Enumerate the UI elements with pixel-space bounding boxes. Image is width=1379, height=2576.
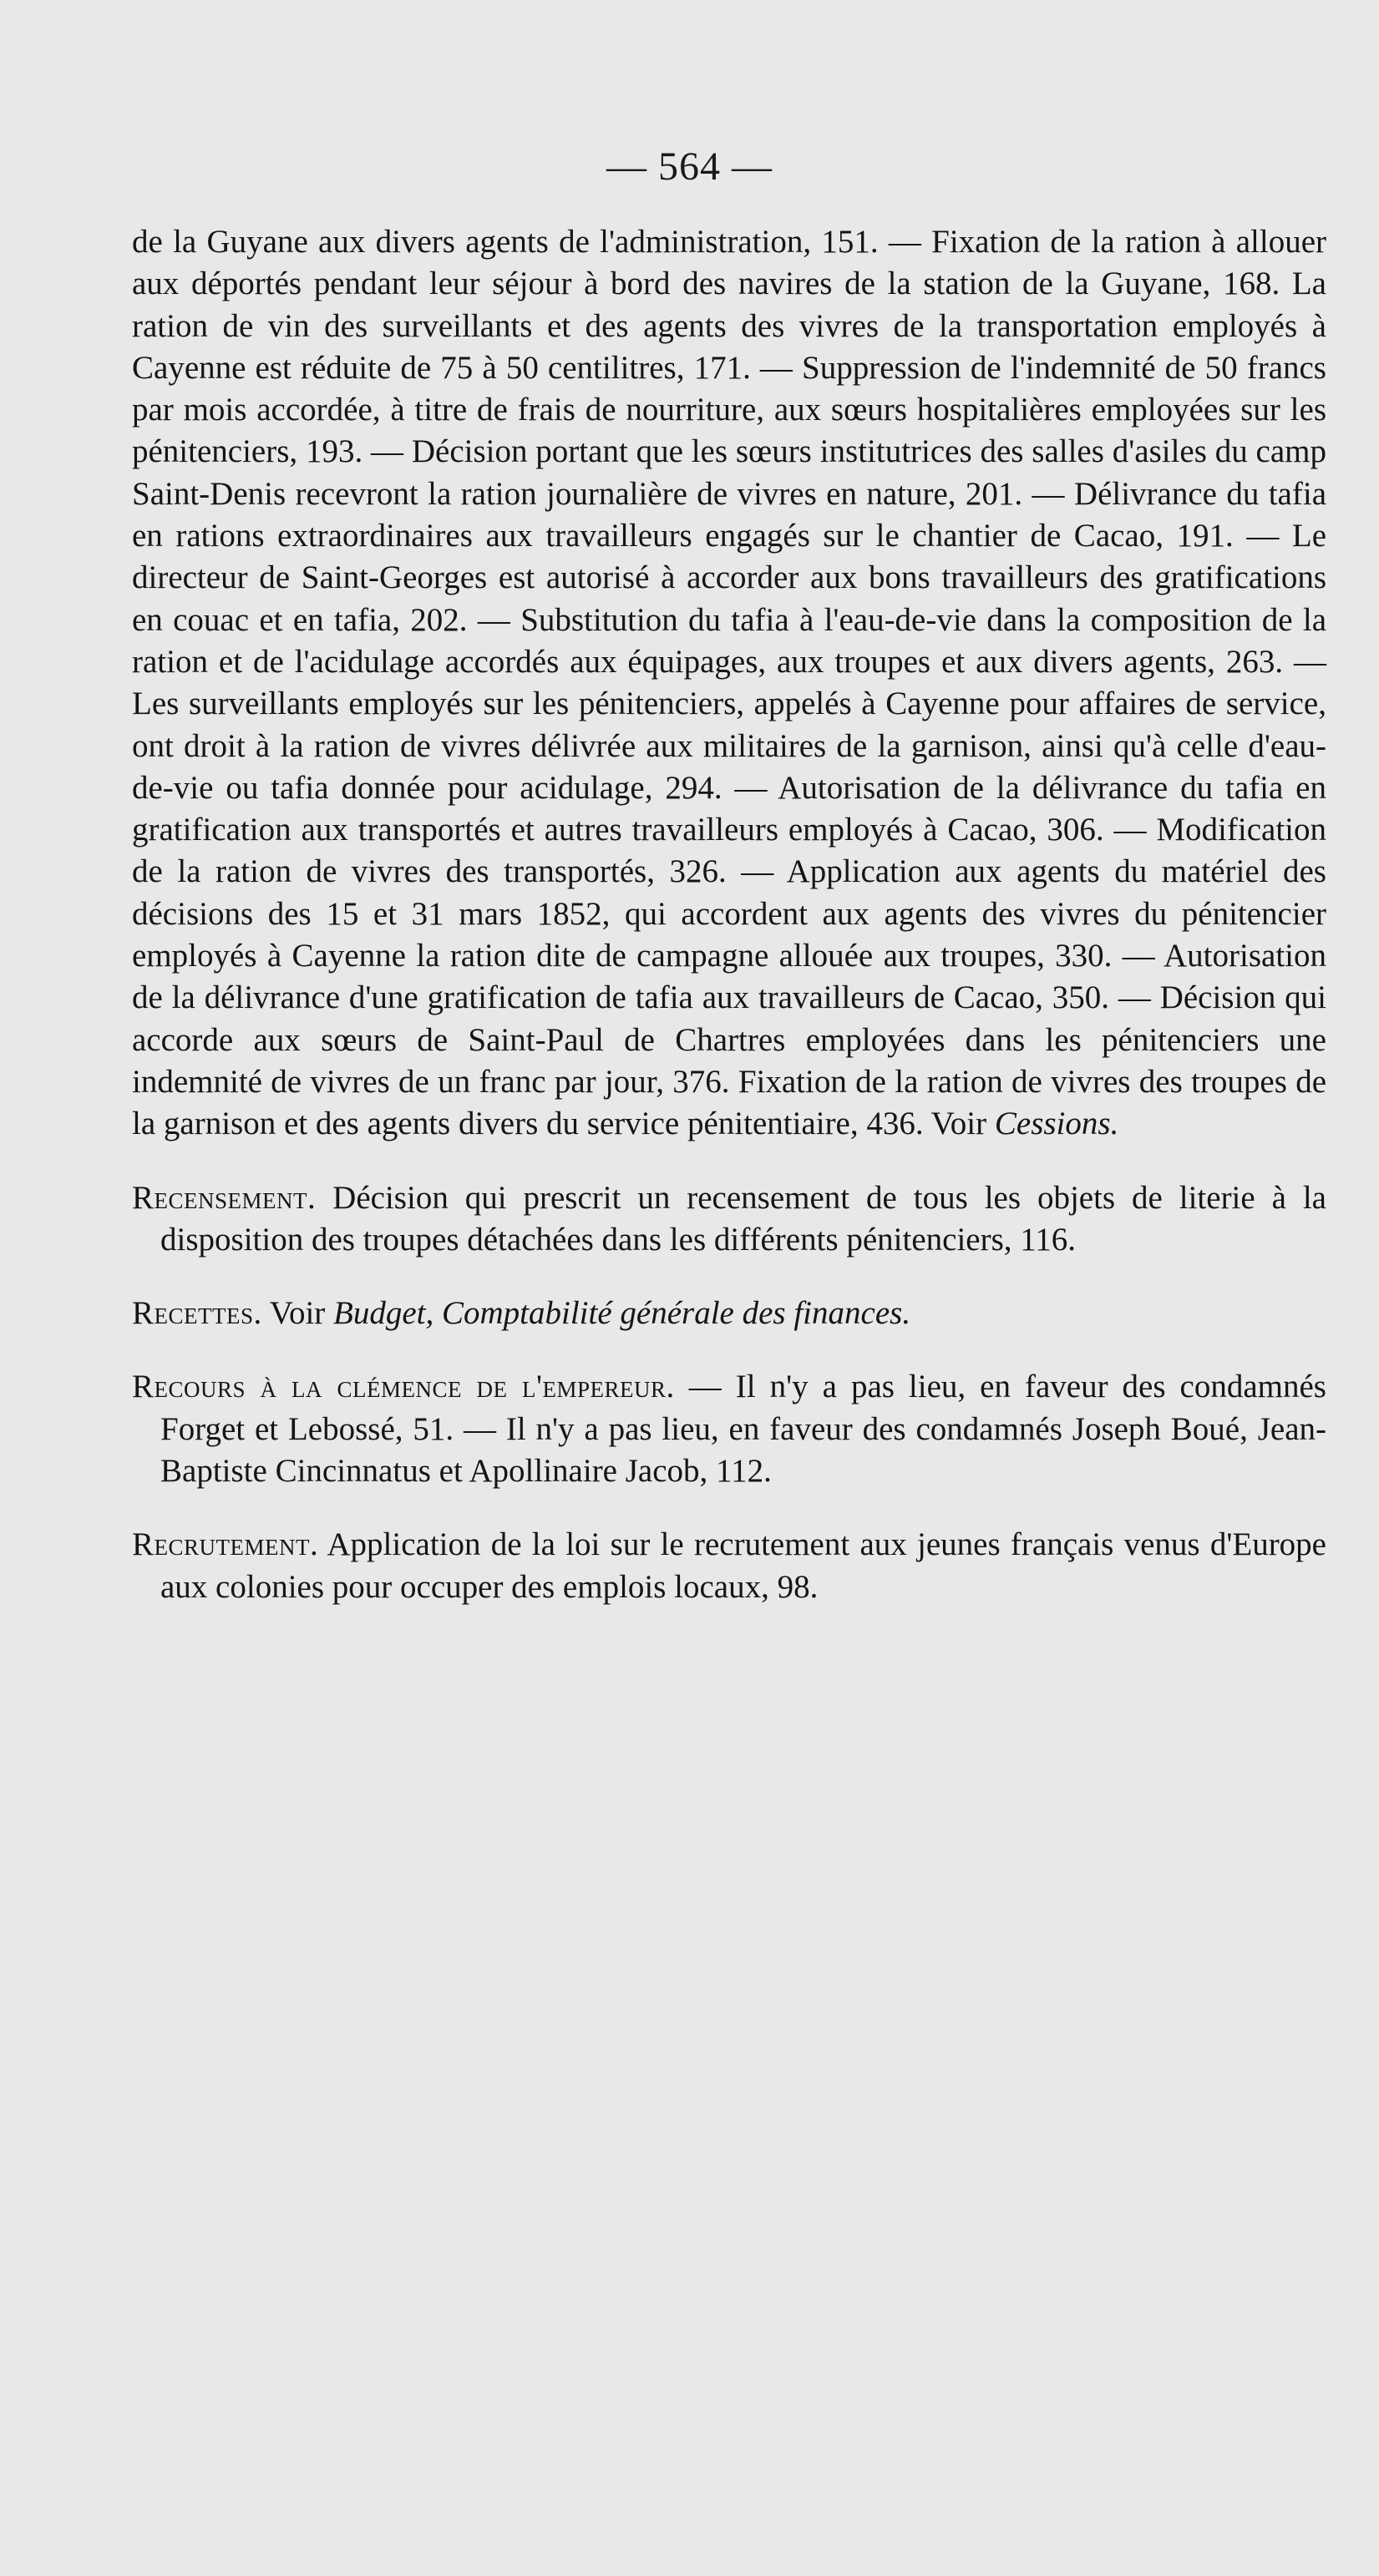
index-entry-recensement — [132, 1177, 1326, 1262]
entry-text: — Il n'y a pas lieu, en faveur des condamnés Forget et Lebossé, 51. — Il n'y a pas lieu, en faveur des condamnés Joseph Boué, Jean-Baptiste Cincinnatus et Apollinaire Jacob, 112. — [160, 1369, 1326, 1490]
index-entry-recrutement — [132, 1524, 1326, 1608]
see-reference: Budget, Comptabilité générale des finances. — [333, 1295, 911, 1332]
continuation-text: de la Guyane aux divers agents de l'administration, 151. — Fixation de la ration à allouer aux déportés pendant leur séjour à bord des navires de la station de la Guyane, 168. La ration de vin des surveillants et des agents des vivres de la transportation employés à Cayenne est réduite de 75 à 50 centilitres, 171. — Suppression de l'indemnité de 50 francs par mois accordée, à titre de frais de nourriture, aux sœurs hospitalières employées sur les pénitenciers, 193. — Décision portant que les sœurs institutrices des salles d'asiles du camp Saint-Denis recevront la ration journalière de vivres en nature, 201. — Délivrance du tafia en rations extraordinaires aux travailleurs engagés sur le chantier de Cacao, 191. — Le directeur de Saint-Georges est autorisé à accorder aux bons travailleurs des gratifications en couac et en tafia, 202. — Substitution du tafia à l'eau-de-vie dans la composition de la ration et de l'acidulage accordés aux équipages, aux troupes et aux divers agents, 263. — Les surveillants employés sur les pénitenciers, appelés à Cayenne pour affaires de service, ont droit à la ration de vivres délivrée aux militaires de la garnison, ainsi qu'à celle d'eau-de-vie ou tafia donnée pour acidulage, 294. — Autorisation de la délivrance du tafia en gratification aux transportés et autres travailleurs employés à Cacao, 306. — Modification de la ration de vivres des transportés, 326. — Application aux agents du matériel des décisions des 15 et 31 mars 1852, qui accordent aux agents des vivres du pénitencier employés à Cayenne la ration dite de campagne allouée aux troupes, 330. — Autorisation de la délivrance d'une gratification de tafia aux travailleurs de Cacao, 350. — Décision qui accorde aux sœurs de Saint-Paul de Chartres employées dans les pénitenciers une indemnité de vivres de un franc par jour, 376. Fixation de la ration de vivres des troupes de la garnison et des agents divers du service pénitentiaire, 436. Voir — [132, 224, 1326, 1142]
entry-heading: Recours à la clémence de l'empereur. — [132, 1369, 675, 1405]
index-entry-recettes — [132, 1293, 1326, 1334]
entry-heading: Recettes. — [132, 1295, 262, 1332]
index-text — [132, 221, 1326, 1608]
entry-text: Voir — [261, 1295, 334, 1332]
see-reference: Cessions. — [994, 1106, 1119, 1142]
entry-heading: Recensement. — [132, 1179, 317, 1216]
index-entry-recours — [132, 1366, 1326, 1492]
entry-heading: Recrutement. — [132, 1526, 319, 1563]
entry-text: Application de la loi sur le recrutement aux jeunes français venus d'Europe aux colonies pour occuper des emplois locaux, 98. — [160, 1526, 1326, 1605]
entry-text: Décision qui prescrit un recensement de tous les objets de literie à la disposition des troupes détachées dans les différents pénitenciers, 116. — [160, 1179, 1326, 1258]
continuation-paragraph — [132, 221, 1326, 1146]
page-number: — 564 — — [606, 144, 773, 189]
